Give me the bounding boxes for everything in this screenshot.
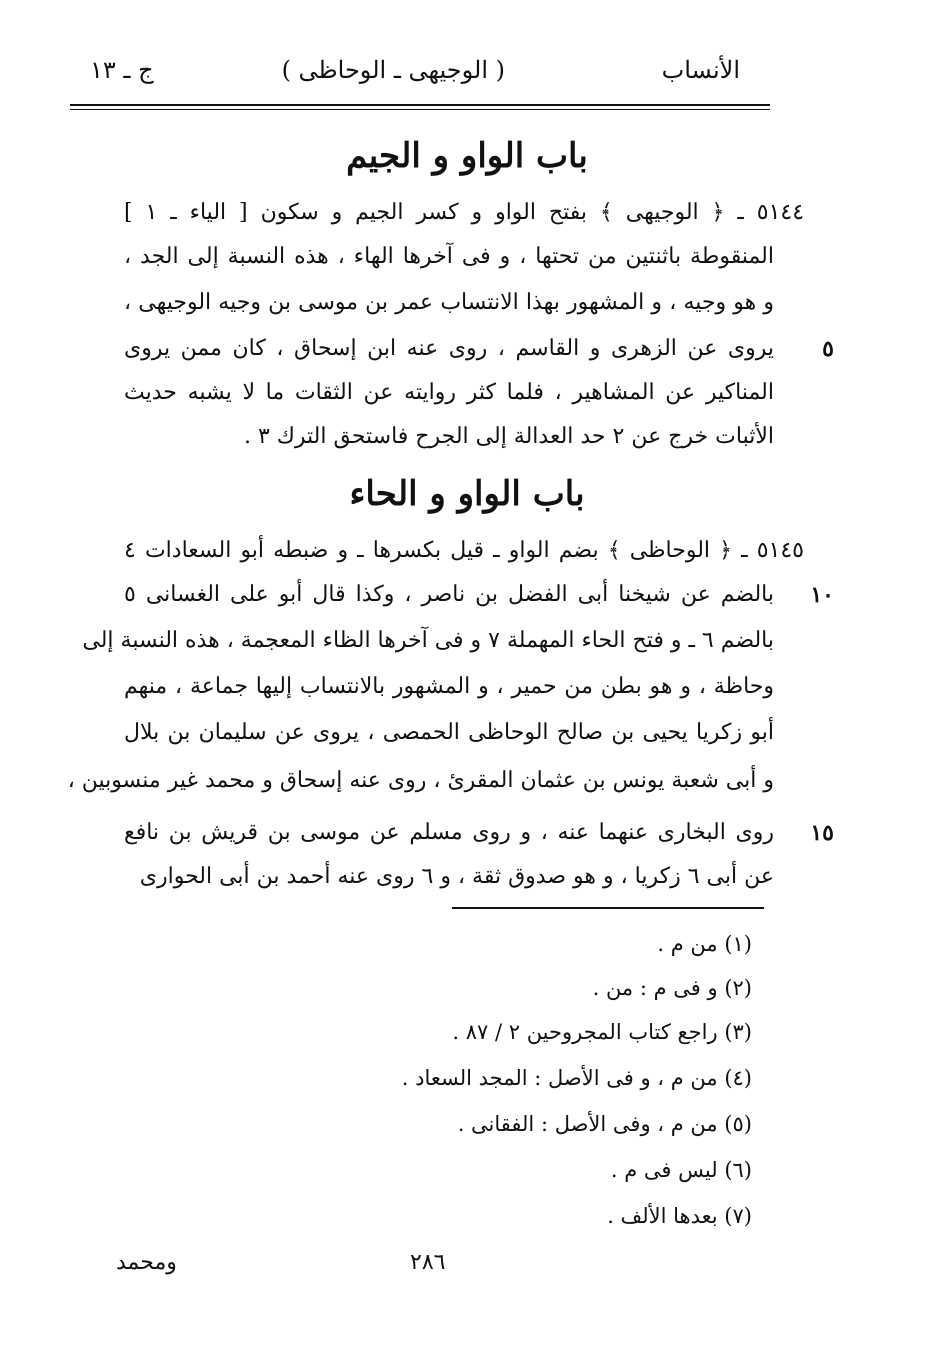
page-number: ٢٨٦ bbox=[410, 1250, 446, 1275]
section-heading-waw-jim: باب الواو و الجيم bbox=[346, 136, 588, 176]
text-line: عن أبى ٦ زكريا ، و هو صدوق ثقة ، و ٦ روى عنه أحمد بن أبى الحوارى bbox=[139, 864, 774, 889]
section-heading-waw-ha: باب الواو و الحاء bbox=[349, 474, 585, 514]
text-line: المناكير عن المشاهير ، فلما كثر روايته عن الثقات ما لا يشبه حديث bbox=[124, 380, 774, 405]
line-number-10: ١٠ bbox=[810, 582, 834, 608]
header-entry-range: ( الوجيهى ـ الوحاظى ) bbox=[281, 56, 505, 84]
line-number-5: ٥ bbox=[822, 336, 834, 362]
line-number-15: ١٥ bbox=[810, 820, 834, 846]
text-line: يروى عن الزهرى و القاسم ، روى عنه ابن إسحاق ، كان ممن يروى bbox=[124, 336, 774, 361]
text-line: روى البخارى عنهما عنه ، و روى مسلم عن موسى بن قريش بن نافع bbox=[124, 820, 774, 845]
header-volume: ج ـ ١٣ bbox=[90, 56, 154, 84]
footnote: (٢) و فى م : من . bbox=[592, 976, 752, 1000]
footnote: (٤) من م ، و فى الأصل : المجد السعاد . bbox=[401, 1066, 752, 1090]
text-line: بالضم عن شيخنا أبى الفضل بن ناصر ، وكذا قال أبو على الغسانى ٥ bbox=[124, 582, 774, 607]
footnote: (٣) راجع كتاب المجروحين ٢ / ٨٧ . bbox=[452, 1020, 752, 1044]
text-line: بالضم ٦ ـ و فتح الحاء المهملة ٧ و فى آخرها الظاء المعجمة ، هذه النسبة إلى bbox=[82, 628, 774, 653]
text-line: الأثبات خرج عن ٢ حد العدالة إلى الجرح فاستحق الترك ٣ . bbox=[243, 424, 774, 449]
text-line: ٥١٤٤ ـ ﴿ الوجيهى ﴾ بفتح الواو و كسر الجيم و سكون [ الياء ـ ١ ] bbox=[124, 200, 805, 225]
text-line: و هو وجيه ، و المشهور بهذا الانتساب عمر بن موسى بن وجيه الوجيهى ، bbox=[124, 290, 774, 315]
footnote-rule bbox=[452, 907, 764, 909]
footnote: (١) من م . bbox=[657, 932, 752, 956]
text-line: أبو زكريا يحيى بن صالح الوحاظى الحمصى ، يروى عن سليمان بن بلال bbox=[124, 720, 774, 745]
text-line: وحاظة ، و هو بطن من حمير ، و المشهور بالانتساب إليها جماعة ، منهم bbox=[124, 674, 774, 699]
footnote: (٥) من م ، وفى الأصل : الفقانى . bbox=[457, 1112, 752, 1136]
text-line: المنقوطة باثنتين من تحتها ، و فى آخرها الهاء ، هذه النسبة إلى الجد ، bbox=[124, 244, 774, 269]
header-rule bbox=[70, 104, 770, 106]
header-rule-thin bbox=[70, 109, 770, 110]
footnote: (٧) بعدها الألف . bbox=[607, 1204, 752, 1228]
text-line: و أبى شعبة يونس بن عثمان المقرئ ، روى عنه إسحاق و محمد غير منسوبين ، bbox=[67, 768, 774, 793]
catchword: ومحمد bbox=[116, 1250, 177, 1275]
footnote: (٦) ليس فى م . bbox=[610, 1158, 752, 1182]
text-line: ٥١٤٥ ـ ﴿ الوحاظى ﴾ بضم الواو ـ قيل بكسرها ـ و ضبطه أبو السعادات ٤ bbox=[124, 538, 804, 563]
running-header bbox=[70, 52, 770, 92]
header-book-title: الأنساب bbox=[661, 56, 740, 84]
